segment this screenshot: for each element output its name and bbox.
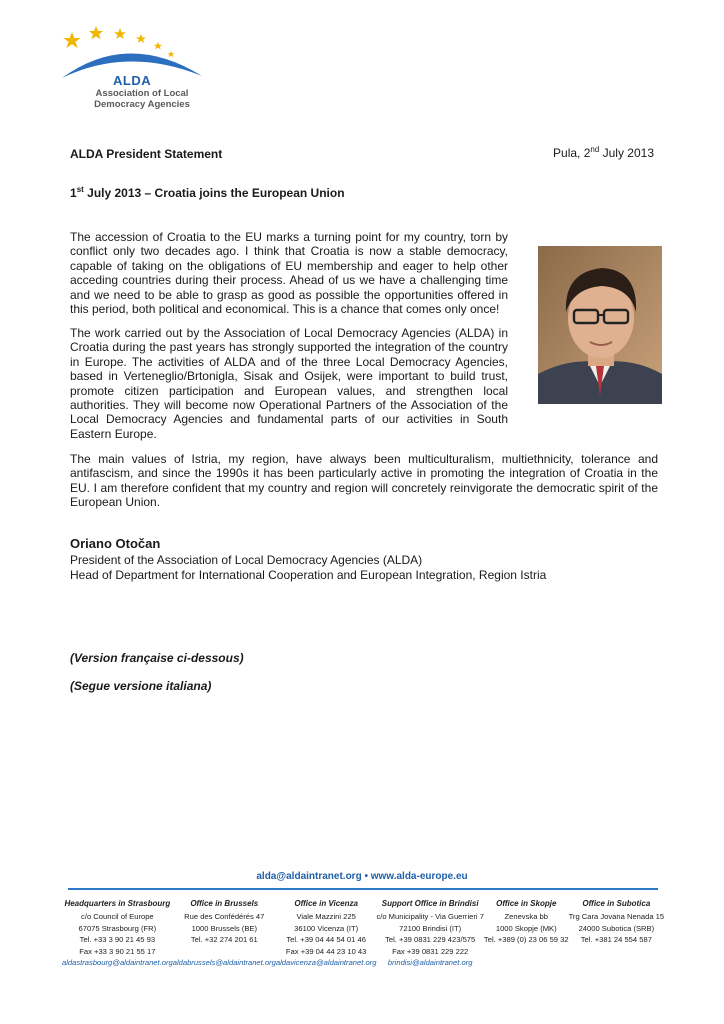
- portrait-photo: [538, 246, 662, 404]
- office-line: 24000 Subotica (SRB): [578, 923, 655, 933]
- headline-sup: st: [76, 185, 84, 194]
- office-line: 36100 Vicenza (IT): [294, 923, 359, 933]
- office-line: Zenevska bb: [504, 912, 548, 922]
- office-subotica: [569, 898, 665, 968]
- office-email[interactable]: aldabrussels@aldaintranet.org: [172, 958, 276, 968]
- office-line: [173, 946, 276, 957]
- paragraph-1: The accession of Croatia to the EU marks a turning point for my country, torn by conflict only two decades ago. I think that Croatia is now a stable democracy, capable of taking on the obligations of EU membership and eager to help other acceding countries during their process. Ahead of us we have a challenging time and we need to be able to grasp as good as possible the opportunities offered in this period, both political and economical. This is a chance that comes only once!: [70, 230, 508, 317]
- office-line: 67075 Strasbourg (FR): [78, 923, 157, 933]
- office-vicenza: [276, 898, 377, 968]
- office-line: Fax +33 3 90 21 55 17: [79, 946, 156, 956]
- italian-version-note: (Segue versione italiana): [70, 679, 212, 693]
- office-line: Tel. +389 (0) 23 06 59 32: [483, 935, 569, 945]
- french-version-note: (Version française ci-dessous): [70, 651, 244, 665]
- signatory-role-2: Head of Department for International Cooperation and European Integration, Region Istria: [70, 568, 547, 582]
- office-brussels: [173, 898, 276, 968]
- office-line: Rue des Confédérés 47: [184, 912, 265, 922]
- office-email[interactable]: aldavicenza@aldaintranet.org: [275, 958, 377, 968]
- office-line: Fax +39 0831 229 222: [392, 946, 469, 956]
- office-title: Office in Skopje: [496, 899, 557, 908]
- signatory-role-1: President of the Association of Local Democracy Agencies (ALDA): [70, 553, 423, 567]
- office-line: c/o Municipality - Via Guerrieri 7: [376, 912, 484, 922]
- office-line: Tel. +33 3 90 21 45 93: [79, 935, 156, 945]
- office-email[interactable]: aldastrasbourg@aldaintranet.org: [62, 958, 173, 968]
- headline-suffix: July 2013 – Croatia joins the European Union: [83, 186, 345, 200]
- footer-contact[interactable]: alda@aldaintranet.org • www.alda-europe.eu: [256, 871, 468, 882]
- office-skopje: [484, 898, 569, 968]
- office-title: Office in Subotica: [582, 899, 651, 908]
- office-line: Tel. +39 0831 229 423/575: [385, 935, 476, 945]
- office-line: Trg Cara Jovana Nenada 15: [568, 912, 665, 922]
- office-line: 1000 Skopje (MK): [495, 923, 557, 933]
- office-line: c/o Council of Europe: [81, 912, 154, 922]
- headline-prefix: 1: [70, 186, 77, 200]
- office-brindisi: [376, 898, 483, 968]
- place-date-prefix: Pula, 2: [553, 146, 591, 160]
- office-line: Fax +39 04 44 23 10 43: [285, 946, 367, 956]
- office-line: Tel. +32 274 201 61: [190, 935, 258, 945]
- office-line: 72100 Brindisi (IT): [399, 923, 462, 933]
- office-line: Tel. +381 24 554 587: [580, 935, 652, 945]
- office-line: Tel. +39 04 44 54 01 46: [286, 935, 366, 945]
- office-title: Office in Vicenza: [294, 899, 358, 908]
- paragraph-2: The work carried out by the Association of Local Democracy Agencies (ALDA) in Croatia during the past years has strongly supported the integration of the country in Europe. The activities of ALDA and of the three Local Democracy Agencies, based in Verteneglio/Brtonigla, Sisak and Osijek, were important to build trust, promote citizen participation and European values, and strengthen local authorities. They will become now Operational Partners of the Association of the Local Democracy Agencies and fundamental parts of our activities in South Eastern Europe.: [70, 326, 508, 441]
- place-date-sup: nd: [590, 145, 600, 154]
- headline: [70, 186, 345, 200]
- office-title: Headquarters in Strasbourg: [64, 899, 171, 908]
- footer-divider: [68, 888, 658, 890]
- place-date: [553, 146, 654, 160]
- alda-logo: [58, 24, 208, 116]
- statement-title: ALDA President Statement: [70, 147, 223, 161]
- place-date-suffix: July 2013: [599, 146, 654, 160]
- office-email[interactable]: brindisi@aldaintranet.org: [387, 958, 473, 968]
- office-line: Viale Mazzini 225: [296, 912, 356, 922]
- footer-offices: [62, 898, 664, 968]
- office-strasbourg: [62, 898, 173, 968]
- office-title: Support Office in Brindisi: [381, 899, 479, 908]
- office-line: 1000 Brussels (BE): [191, 923, 257, 933]
- signatory-name: Oriano Otočan: [70, 536, 161, 551]
- paragraph-3: The main values of Istria, my region, have always been multiculturalism, multiethnicity, tolerance and antifascism, and since the 1990s it has been particularly active in promoting the integration of Croatia in the EU. I am therefore confident that my country and region will concretely reinvigorate the democratic spirit of the European Union.: [70, 452, 658, 510]
- office-title: Office in Brussels: [190, 899, 259, 908]
- logo-wordmark: ALDA: [113, 73, 152, 88]
- logo-full-name: Association of Local Democracy Agencies: [94, 88, 190, 110]
